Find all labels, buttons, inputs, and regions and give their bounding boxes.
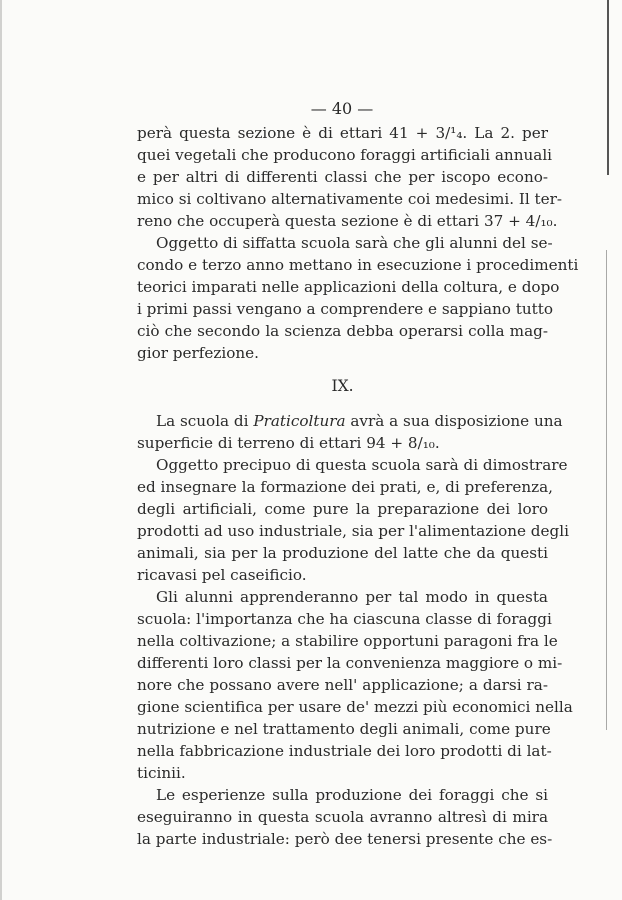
text-line: nella fabbricazione industriale dei loro prodotti di lat- <box>137 742 552 760</box>
scan-edge-line <box>0 0 2 900</box>
text-line: gione scientifica per usare de' mezzi più economici nella <box>137 698 573 716</box>
text-line: Oggetto precipuo di questa scuola sarà di dimostrare <box>156 456 568 474</box>
text-line: i primi passi vengano a comprendere e sappiano tutto <box>137 300 554 318</box>
scan-edge-line <box>607 0 609 175</box>
scan-edge-line <box>606 250 607 730</box>
text-line: mico si coltivano alternativamente coi medesimi. Il ter- <box>137 190 563 208</box>
text-line: quei vegetali che producono foraggi artificiali annuali <box>137 146 553 164</box>
text-line: ciò che secondo la scienza debba operarsi colla mag- <box>137 322 548 340</box>
text-line: perà questa sezione è di ettari 41 + 3/¹₄. La 2. per <box>137 124 548 142</box>
text-line: ed insegnare la formazione dei prati, e, di preferenza, <box>137 478 554 496</box>
text-line: la parte industriale: però dee tenersi presente che es- <box>137 830 553 848</box>
text-line: nutrizione e nel trattamento degli animali, come pure <box>137 720 551 738</box>
text-line: scuola: l'importanza che ha ciascuna classe di foraggi <box>137 610 552 628</box>
text-line: superficie di terreno di ettari 94 + 8/₁₀. <box>137 434 440 452</box>
text-line: Le esperienze sulla produzione dei foraggi che si <box>156 786 548 804</box>
text-line: eseguiranno in questa scuola avranno altresì di mira <box>137 808 548 826</box>
text-line: animali, sia per la produzione del latte che da questi <box>137 544 548 562</box>
text-line: teorici imparati nelle applicazioni della coltura, e dopo <box>137 278 560 296</box>
text-line: Gli alunni apprenderanno per tal modo in questa <box>156 588 548 606</box>
text-line: nore che possano avere nell' applicazione; a darsi ra- <box>137 676 548 694</box>
text-line: ticinii. <box>137 764 186 782</box>
text-line: degli artificiali, come pure la preparazione dei loro <box>137 500 548 518</box>
paragraphs-before-heading <box>137 122 579 364</box>
page-number: — 40 — <box>310 99 374 118</box>
text-line: reno che occuperà questa sezione è di ettari 37 + 4/₁₀. <box>137 212 558 230</box>
text-line: ricavasi pel caseificio. <box>137 566 307 584</box>
text-line: e per altri di differenti classi che per iscopo econo- <box>137 168 548 186</box>
text-line: nella coltivazione; a stabilire opportuni paragoni fra le <box>137 632 558 650</box>
text-line: prodotti ad uso industriale, sia per l'alimentazione degli <box>137 522 569 540</box>
text-line: gior perfezione. <box>137 344 259 362</box>
section-heading: IX. <box>331 377 354 395</box>
text-line: differenti loro classi per la convenienza maggiore o mi- <box>137 654 563 672</box>
text-line: La scuola di Praticoltura avrà a sua disposizione una <box>156 412 563 430</box>
text-line: condo e terzo anno mettano in esecuzione i procedimenti <box>137 256 579 274</box>
paragraphs-after-heading <box>137 410 573 850</box>
text-line: Oggetto di siffatta scuola sarà che gli alunni del se- <box>156 234 553 252</box>
page-body <box>137 122 579 850</box>
